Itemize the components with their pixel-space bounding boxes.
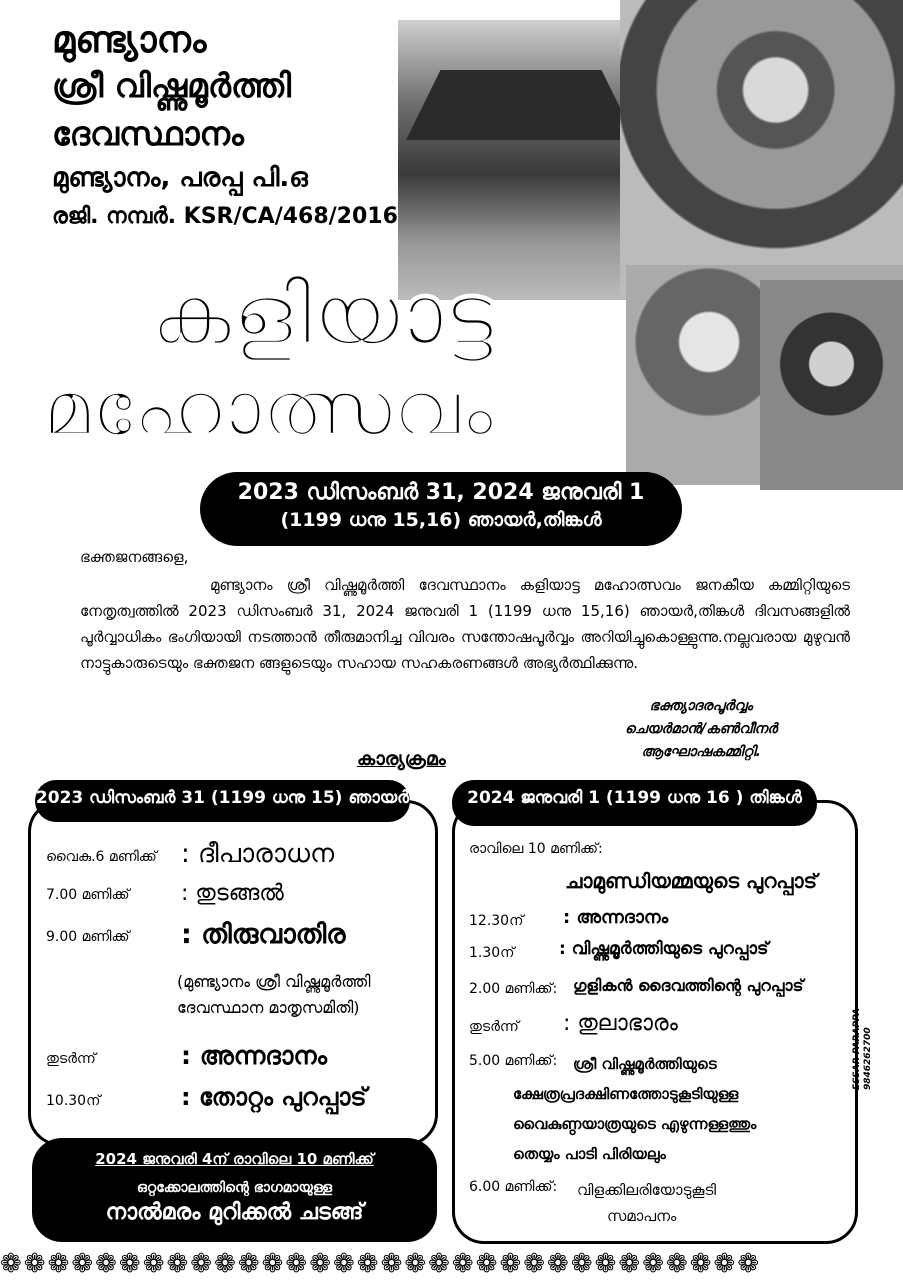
signoff-line3: ആഘോഷകമ്മിറ്റി. — [641, 744, 761, 760]
invitation-paragraph: മുണ്ട്യാനം ശ്രീ വിഷ്ണുമൂർത്തി ദേവസ്ഥാനം കളിയാട്ട മഹോത്സവം ജനകീയ കമ്മിറ്റിയുടെ നേതൃത്വത്തിൽ 2023 ഡിസംബർ 31, 2024 ജനുവരി 1 (1199 ധനു 15,16) ഞായർ,തിങ്കൾ ദിവസങ്ങളിൽ പൂർവ്വാധികം ഭംഗിയായി നടത്താൻ തീരുമാനിച്ച വിവരം സന്തോഷപൂർവ്വം അറിയിച്ചുകൊള്ളുന്നു.നല്ലവരായ മുഴുവൻ നാട്ടുകാരുടെയും ഭക്തജന ങ്ങളുടെയും സഹായ സഹകരണങ്ങൾ അഭ്യർത്ഥിക്കുന്നു. — [80, 576, 850, 672]
day2-event: ഗുളികൻ ദൈവത്തിന്റെ പുറപ്പാട് — [573, 976, 804, 995]
registration-number: രജി. നമ്പർ. KSR/CA/468/2016 — [52, 204, 398, 229]
day2-time: തുടർന്ന് — [469, 1019, 519, 1035]
day1-time: 10.30ന് — [46, 1093, 101, 1109]
day1-note-line2: ദേവസ്ഥാന മാതൃസമിതി) — [177, 998, 360, 1017]
day2-time: 2.00 മണിക്ക്: — [469, 981, 558, 997]
festival-title-line2: മഹോത്സവം — [42, 364, 494, 454]
invitation-body — [80, 572, 850, 676]
theyyam-photo — [620, 0, 903, 300]
designer-credit — [852, 970, 874, 1090]
festival-title-line1: കളിയാട്ട — [150, 265, 494, 365]
day2-event — [577, 1177, 716, 1229]
day2-time-text: 2.00 മണിക്ക് — [469, 981, 553, 997]
programme-title: കാര്യക്രമം — [357, 748, 446, 770]
day2-event-text: തുലാഭാരം — [577, 1011, 678, 1036]
invitation-greeting: ഭക്തജനങ്ങളെ, — [80, 548, 189, 566]
temple-name-line2: ശ്രീ വിഷ്ണുമൂർത്തി — [52, 66, 292, 105]
day2-schedule-card — [452, 800, 858, 1244]
day1-heading: 2023 ഡിസംബർ 31 (1199 ധനു 15) ഞായർ — [35, 780, 410, 822]
day1-event: : തുടങ്ങൽ — [181, 881, 284, 906]
ceremony-notice — [32, 1138, 437, 1242]
day1-time: 9.00 മണിക്ക് — [46, 929, 130, 945]
temple-name-line3: ദേവസ്ഥാനം — [52, 114, 244, 153]
day1-note — [177, 969, 371, 1021]
day2-event: : അന്നദാനം — [563, 907, 669, 928]
day2-heading: 2024 ജനുവരി 1 (1199 ധനു 16 ) തിങ്കൾ — [452, 780, 817, 826]
day2-event-line: വൈകുണ്ഠയാത്രയുടെ എഴുന്നള്ളത്തും — [513, 1115, 757, 1133]
signoff-line1: ഭക്ത്യാദരപൂർവ്വം — [649, 698, 753, 714]
temple-address: മുണ്ട്യാനം, പരപ്പ പി.ഒ — [52, 163, 308, 193]
day2-event-line: വിളക്കിലരിയോടുകൂടി — [577, 1181, 717, 1199]
day1-event: : തിരുവാതിര — [181, 919, 346, 950]
day2-event: ചാമുണ്ഡിയമ്മയുടെ പുറപ്പാട് — [565, 869, 818, 893]
day2-time: രാവിലെ 10 മണിക്ക്: — [469, 841, 603, 857]
day2-time: 1.30ന് — [469, 945, 515, 961]
temple-name-line1: മുണ്ട്യാനം — [52, 18, 207, 61]
day2-event-line: സമാപനം — [607, 1207, 677, 1225]
day1-event-text: ദീപാരാധന — [198, 839, 335, 869]
day2-time-text: 5.00 മണിക്ക് — [469, 1053, 553, 1069]
day1-note-line1: (മുണ്ട്യാനം ശ്രീ വിഷ്ണുമൂർത്തി — [177, 972, 371, 991]
credit-name: ESSAR PARAPPA — [852, 1008, 862, 1090]
day1-event-text: തിരുവാതിര — [201, 919, 346, 950]
day1-event-text: അന്നദാനം — [199, 1041, 328, 1070]
day2-time-text: 6.00 മണിക്ക് — [469, 1179, 553, 1195]
day2-time: 5.00 മണിക്ക്: — [469, 1053, 558, 1069]
day1-time: വൈകു.6 മണിക്ക് — [46, 849, 157, 865]
day1-event: : ദീപാരാധന — [181, 839, 335, 869]
day2-event-text: അന്നദാനം — [576, 907, 669, 928]
day1-event: : തോറ്റം പുറപ്പാട് — [181, 1083, 367, 1111]
day2-time: 6.00 മണിക്ക്: — [469, 1179, 558, 1195]
theyyam-photo — [760, 280, 903, 490]
day2-time-text: രാവിലെ 10 മണിക്ക് — [469, 841, 598, 857]
festival-date-malayalam: (1199 ധനു 15,16) ഞായർ,തിങ്കൾ — [280, 509, 602, 531]
decorative-border: ❁❁❁❁❁❁❁❁❁❁❁❁❁❁❁❁❁❁❁❁❁❁❁❁❁❁❁❁❁❁❁❁ — [0, 1249, 762, 1279]
day1-event: : അന്നദാനം — [181, 1041, 328, 1070]
day2-event: : തുലാഭാരം — [563, 1011, 678, 1036]
day1-event-text: തുടങ്ങൽ — [195, 881, 284, 906]
day1-time: തുടർന്ന് — [46, 1051, 96, 1067]
invitation-signature — [625, 695, 777, 764]
temple-roof-shape — [406, 70, 636, 140]
day2-time: 12.30ന് — [469, 913, 524, 929]
festival-date-gregorian: 2023 ഡിസംബർ 31, 2024 ജനുവരി 1 — [237, 480, 645, 505]
credit-phone: 9846262700 — [863, 1027, 873, 1090]
day2-event: : വിഷ്ണുമൂർത്തിയുടെ പുറപ്പാട് — [559, 939, 769, 959]
day1-time: 7.00 മണിക്ക് — [46, 887, 130, 903]
day2-event-line: തെയ്യം പാടി പിരിയലും — [513, 1145, 666, 1163]
day1-event-text: തോറ്റം പുറപ്പാട് — [198, 1083, 367, 1111]
festival-date-banner — [200, 472, 682, 546]
signoff-line2: ചെയർമാൻ/കൺവീനർ — [625, 721, 778, 737]
day2-event-text: വിഷ്ണുമൂർത്തിയുടെ പുറപ്പാട് — [571, 939, 769, 959]
notice-line2: ഒറ്റക്കോലത്തിന്റെ ഭാഗമായുള്ള — [136, 1180, 333, 1196]
notice-line3: നാൽമരം മുറിക്കൽ ചടങ്ങ് — [105, 1200, 364, 1225]
day2-event-line: ക്ഷേത്രപ്രദക്ഷിണത്തോടുകൂടിയുള്ള — [513, 1085, 739, 1103]
day1-schedule-card — [28, 800, 438, 1146]
day2-event-line: ശ്രീ വിഷ്ണുമൂർത്തിയുടെ — [573, 1055, 717, 1073]
notice-line1: 2024 ജനുവരി 4ന് രാവിലെ 10 മണിക്ക് — [95, 1150, 374, 1168]
